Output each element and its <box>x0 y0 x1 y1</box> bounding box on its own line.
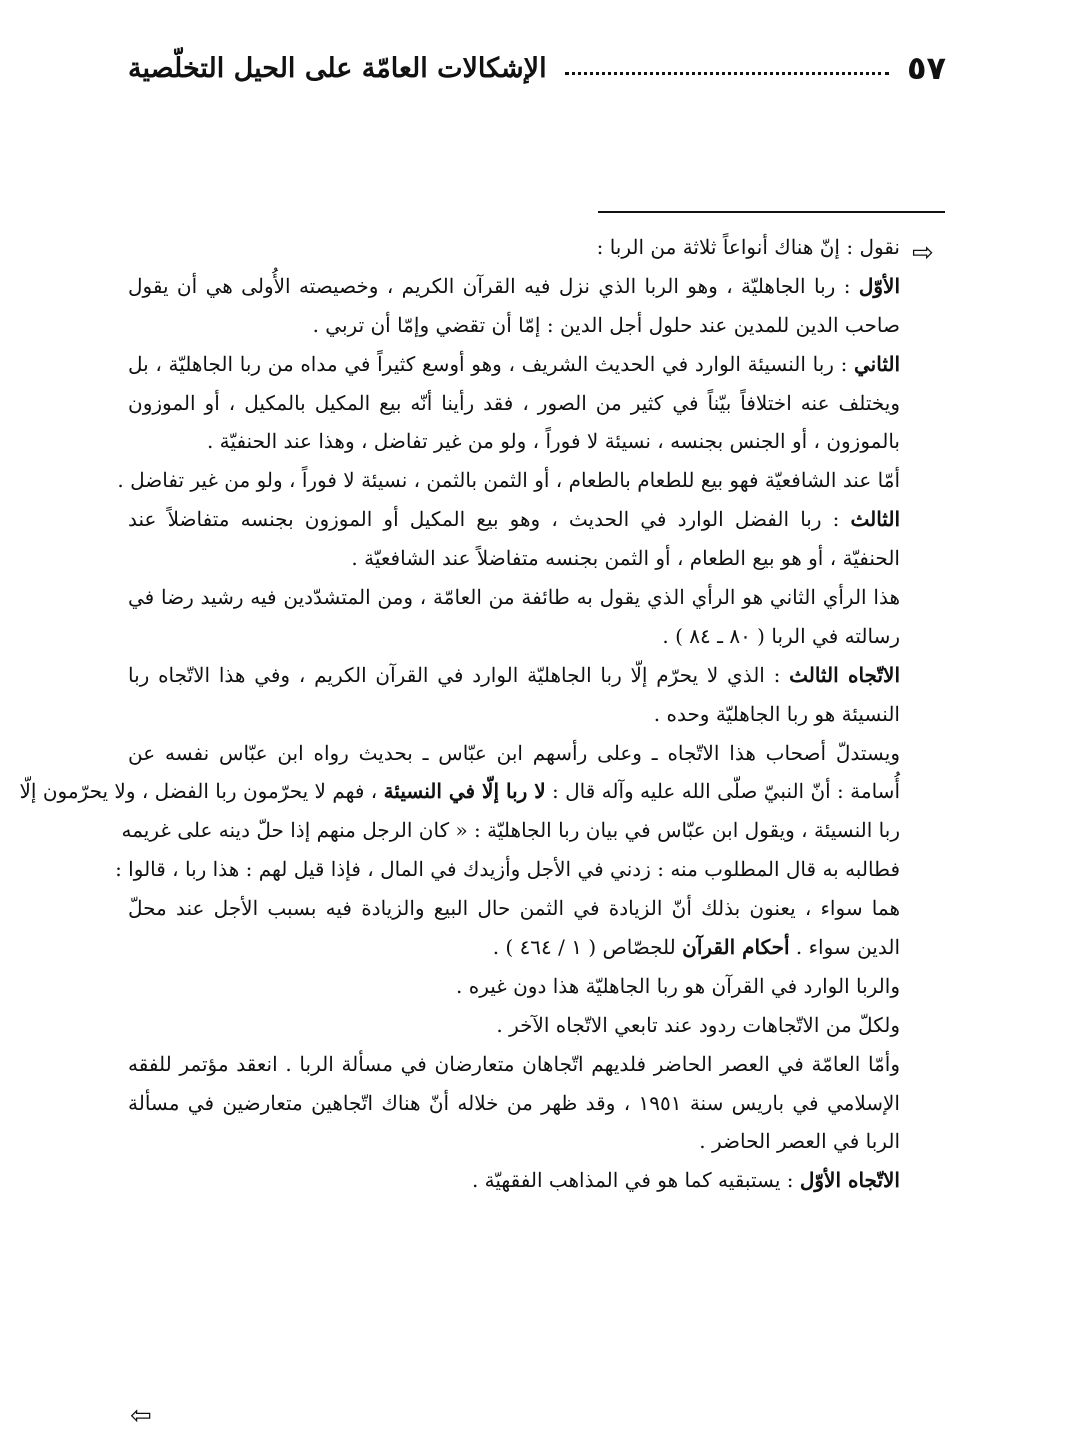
text-line <box>128 578 900 617</box>
line-text: هذا الرأي الثاني هو الرأي الذي يقول به طائفة من العامّة ، ومن المتشدّدين فيه رشيد رضا في <box>128 585 900 610</box>
running-header <box>128 38 946 98</box>
text-line <box>128 384 900 423</box>
line-text: والربا الوارد في القرآن هو ربا الجاهليّة هذا دون غيره . <box>456 973 900 998</box>
line-text: الحنفيّة ، أو هو بيع الطعام ، أو الثمن بجنسه متفاضلاً عند الشافعيّة . <box>351 546 900 571</box>
line-text: الإسلامي في باريس سنة ١٩٥١ ، وقد ظهر من خلاله أنّ هناك اتّجاهين متعارضين في مسألة <box>128 1090 900 1115</box>
line-text: رسالته في الربا ( ٨٠ ـ ٨٤ ) . <box>662 623 900 648</box>
line-text: : ربا الجاهليّة ، وهو الربا الذي نزل فيه القرآن الكريم ، وخصيصته الأُولى هي أن يقول <box>128 273 859 298</box>
bold-lead-term: الاتّجاه الأوّل <box>799 1168 900 1193</box>
text-line <box>128 228 900 267</box>
line-text: صاحب الدين للمدين عند حلول أجل الدين : إمّا أن تقضي وإمّا أن تربي . <box>312 312 900 337</box>
line-text: أمّا عند الشافعيّة فهو بيع للطعام بالطعام ، أو الثمن بالثمن ، نسيئة لا فوراً ، ولو من غير تفاضل . <box>117 468 900 493</box>
text-line <box>128 734 900 773</box>
text-line <box>117 461 900 500</box>
bold-lead-term: الثالث <box>850 507 900 532</box>
text-line <box>128 1122 900 1161</box>
line-text: أُسامة : أنّ النبيّ صلّى الله عليه وآله قال : <box>545 779 900 804</box>
footnote-body <box>19 228 900 1200</box>
text-line <box>128 1161 900 1200</box>
text-line <box>128 539 900 578</box>
footnote-separator <box>598 211 945 213</box>
line-text: ولكلّ من الاتّجاهات ردود عند تابعي الاتّجاه الآخر . <box>496 1012 900 1037</box>
line-text: الدين سواء . <box>789 935 900 960</box>
bold-lead-term: الثاني <box>853 351 900 376</box>
text-line <box>115 850 900 889</box>
line-text: بالموزون ، أو الجنس بجنسه ، نسيئة لا فوراً ، ولو من غير تفاضل ، وهذا عند الحنفيّة . <box>206 429 900 454</box>
text-line <box>128 889 900 928</box>
text-line <box>128 1084 900 1123</box>
text-line <box>128 1045 900 1084</box>
line-text: ويستدلّ أصحاب هذا الاتّجاه ـ وعلى رأسهم ابن عبّاس ـ بحديث رواه ابن عبّاس نفسه عن <box>128 740 900 765</box>
line-text: ربا النسيئة ، ويقول ابن عبّاس في بيان ربا الجاهليّة : « كان الرجل منهم إذا حلّ دينه على غريمه <box>121 818 900 843</box>
text-line <box>128 267 900 306</box>
line-text: : ربا الفضل الوارد في الحديث ، وهو بيع المكيل أو الموزون بجنسه متفاضلاً عند <box>128 507 851 532</box>
text-line <box>121 811 900 850</box>
line-text: فطالبه به قال المطلوب منه : زدني في الأجل وأزيدك في المال ، فإذا قيل لهم : هذا ربا ، قالوا : <box>115 857 900 882</box>
text-line <box>19 772 900 811</box>
bold-quote: أحكام القرآن <box>682 935 790 960</box>
text-line <box>128 500 900 539</box>
text-line <box>128 928 900 967</box>
bold-quote: لا ربا إلّا في النسيئة <box>383 779 546 804</box>
text-line <box>128 345 900 384</box>
line-text: وأمّا العامّة في العصر الحاضر فلديهم اتّجاهان متعارضان في مسألة الربا . انعقد مؤتمر للفقه <box>128 1051 900 1076</box>
leader-dots <box>565 72 889 75</box>
hollow-arrow-left-icon: ⇦ <box>130 1401 152 1431</box>
line-text: : ربا النسيئة الوارد في الحديث الشريف ، وهو أوسع كثيراً في مداه من ربا الجاهليّة ، بل <box>128 351 854 376</box>
page-number: ٥٧ <box>906 49 946 87</box>
line-text: ويختلف عنه اختلافاً بيّناً في كثير من الصور ، فقد رأينا أنّه بيع المكيل بالمكيل ، أو الموزون <box>128 390 900 415</box>
line-text-tail: ، فهم لا يحرّمون ربا الفضل ، ولا يحرّمون إلّا <box>19 779 384 804</box>
text-line <box>128 656 900 695</box>
text-line <box>128 1006 900 1045</box>
line-text: الربا في العصر الحاضر . <box>699 1129 900 1154</box>
bold-lead-term: الاتّجاه الثالث <box>789 662 900 687</box>
line-text: نقول : إنّ هناك أنواعاً ثلاثة من الربا : <box>596 235 900 259</box>
line-text: : الذي لا يحرّم إلّا ربا الجاهليّة الوارد في القرآن الكريم ، وفي هذا الاتّجاه ربا <box>128 662 790 687</box>
line-text: النسيئة هو ربا الجاهليّة وحده . <box>653 701 900 726</box>
text-line <box>128 967 900 1006</box>
text-line <box>128 695 900 734</box>
bold-lead-term: الأوّل <box>858 273 900 298</box>
line-text: : يستبقيه كما هو في المذاهب الفقهيّة . <box>471 1168 800 1193</box>
text-line <box>128 306 900 345</box>
line-text-tail: للجصّاص ( ١ / ٤٦٤ ) . <box>492 935 683 960</box>
text-line <box>128 422 900 461</box>
chapter-title: الإشكالات العامّة على الحيل التخلّصية <box>128 52 547 84</box>
line-text: هما سواء ، يعنون بذلك أنّ الزيادة في الثمن حال البيع والزيادة فيه بسبب الأجل عند محلّ <box>128 896 900 921</box>
hollow-arrow-right-icon: ⇨ <box>912 238 934 268</box>
text-line <box>128 617 900 656</box>
